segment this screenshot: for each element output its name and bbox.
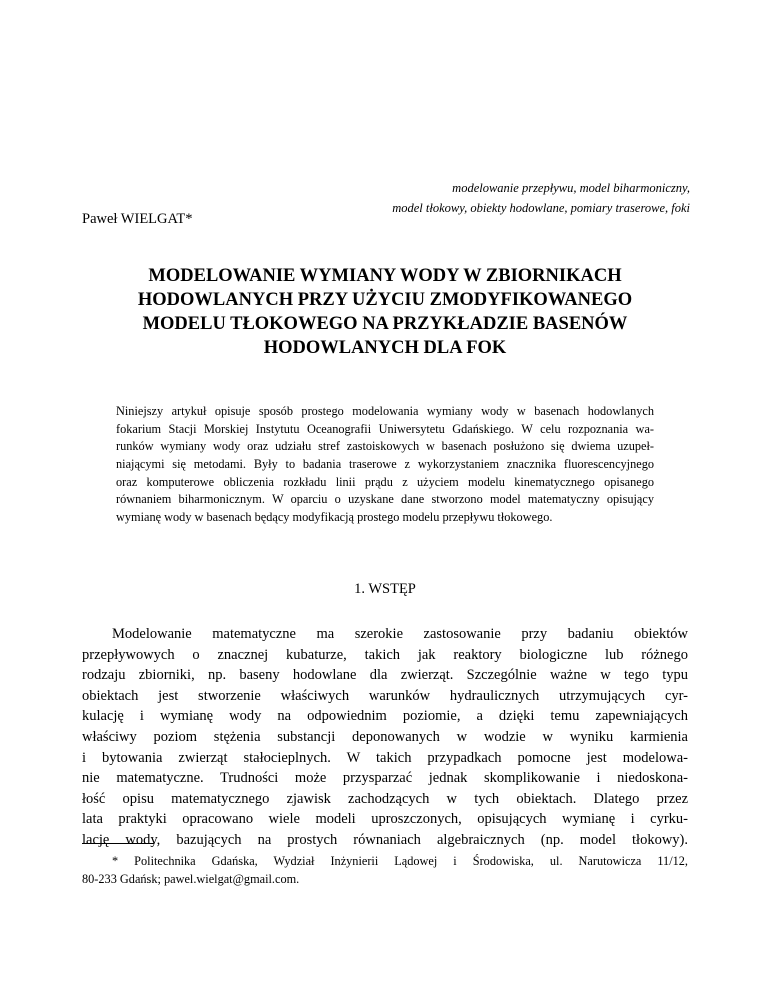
keywords-line-1: modelowanie przepływu, model biharmoniczny, [452, 181, 690, 195]
keywords [170, 178, 690, 218]
body-line: łość opisu matematycznego zjawisk zachodzących w tych obiektach. Dlatego przez [82, 790, 688, 807]
footnote-line-1: * Politechnika Gdańska, Wydział Inżynierii Lądowej i Środowiska, ul. Narutowicza 11/12, [112, 854, 688, 868]
section-heading: 1. WSTĘP [354, 581, 416, 597]
abstract-line: oraz komputerowe obliczenia rozkładu linii prądu z użyciem modelu kinematycznego opisanego [116, 474, 654, 489]
body-line: przepływowych o znacznej kubaturze, takich jak reaktory biologiczne lub różnego [82, 646, 688, 663]
body-line: rodzaju zbiorniki, np. baseny hodowlane dla zwierząt. Szczególnie ważne w tego typu [82, 667, 688, 684]
title-line: HODOWLANYCH PRZY UŻYCIU ZMODYFIKOWANEGO [137, 290, 633, 310]
body-line: nie matematyczne. Trudności może przysparzać jednak skomplikowanie i niedoskona- [82, 770, 688, 787]
body-line: właściwy poziom stężenia substancji deponowanych w wodzie w wyniku karmienia [82, 728, 688, 745]
footnote [82, 852, 688, 888]
abstract-line: runków wymiany wody oraz udziału stref zastoiskowych w basenach posłużono się dwiema uzupeł- [116, 439, 654, 454]
body-line: lację wody, bazujących na prostych równaniach algebraicznych (np. model tłokowy). [82, 831, 688, 848]
abstract-line: wymianę wody w basenach będący modyfikacją prostego modelu przepływu tłokowego. [116, 510, 553, 525]
abstract-line: Niniejszy artykuł opisuje sposób prostego modelowania wymiany wody w basenach hodowlanych [116, 404, 654, 418]
body-line: lata praktyki opracowano wiele modeli uproszczonych, opisujących wymianę i cyrku- [82, 811, 688, 828]
body-line: kulację i wymianę wody na odpowiednim poziomie, a dzięki temu zapewniających [82, 708, 688, 725]
title-line: MODELOWANIE WYMIANY WODY W ZBIORNIKACH [148, 266, 622, 286]
body-line: obiektach jest stworzenie właściwych warunków hydraulicznych utrzymujących cyr- [82, 687, 688, 704]
abstract-line: równaniem biharmonicznym. W oparciu o uzyskane dane stworzono model matematyczny opisujący [116, 492, 654, 507]
abstract-line: niającymi się metodami. Były to badania traserowe z wykorzystaniem znacznika fluorescencyjnego [116, 457, 654, 472]
title-line: HODOWLANYCH DLA FOK [263, 338, 507, 358]
author-name: Paweł WIELGAT* [82, 211, 193, 227]
body-line: Modelowanie matematyczne ma szerokie zastosowanie przy badaniu obiektów [112, 626, 688, 642]
keywords-line-2: model tłokowy, obiekty hodowlane, pomiary traserowe, foki [392, 201, 690, 215]
footnote-line-2: 80-233 Gdańsk; pawel.wielgat@gmail.com. [82, 872, 300, 886]
body-paragraph [82, 624, 688, 851]
title-line: MODELU TŁOKOWEGO NA PRZYKŁADZIE BASENÓW [142, 314, 628, 334]
abstract-line: fokarium Stacji Morskiej Instytutu Oceanografii Uniwersytetu Gdańskiego. W celu rozpoznania wa- [116, 421, 654, 436]
body-line: i bytowania zwierząt stałocieplnych. W takich przypadkach pomocne jest modelowa- [82, 749, 688, 766]
abstract [116, 403, 654, 527]
paper-title [82, 264, 688, 360]
footnote-divider [82, 843, 154, 844]
